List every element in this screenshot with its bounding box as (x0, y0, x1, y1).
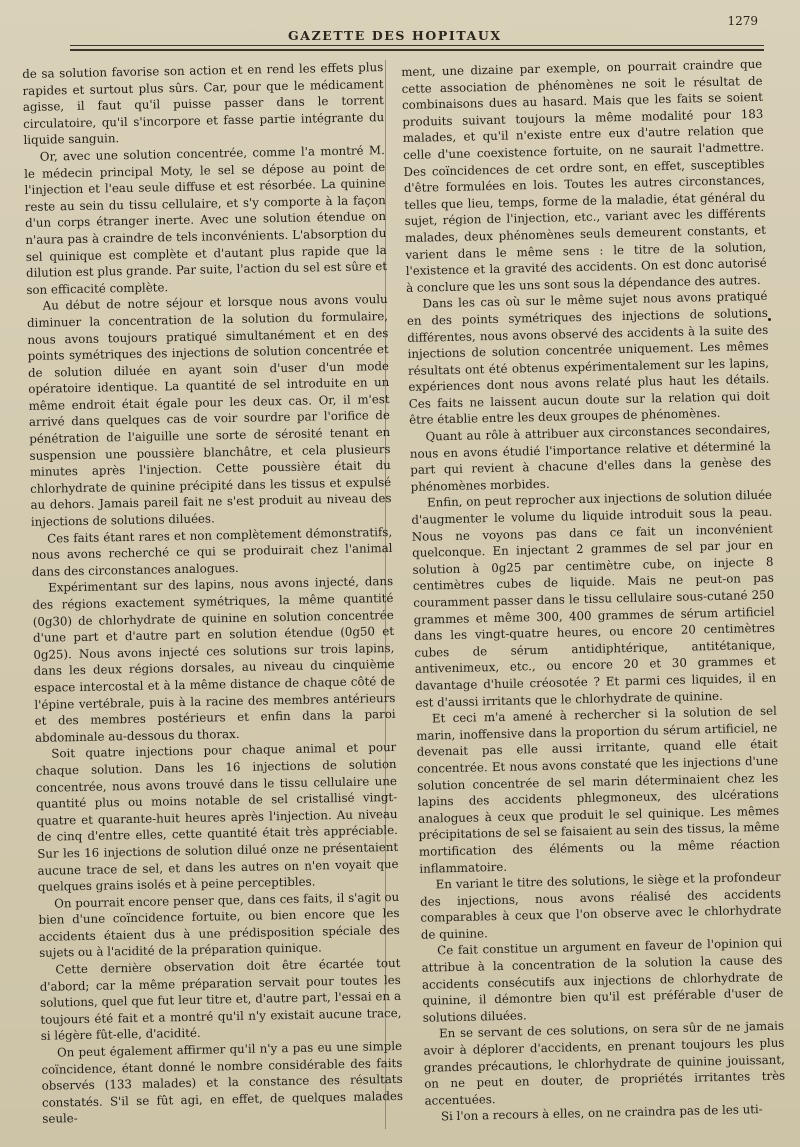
right-column (401, 52, 786, 1131)
paragraph: On pourrait encore penser que, dans ces faits, il s'agit ou bien d'une coïncidence fortuite, ou bien encore que les accidents étaient dus à une prédisposition spéciale des sujets ou à l'acidité de la préparation quinique. (38, 889, 400, 961)
paragraph: Et ceci m'a amené à rechercher si la solution de sel marin, inoffensive dans la proportion du sérum artificiel, ne devenait pas elle aussi irritante, quand elle était concentrée. Et nous avons constaté que les injections d'une solution concentrée de sel marin déterminaient chez les lapins des accidents phlegmoneux, des ulcérations analogues à ceux que produit le sel quinique. Les mêmes précipitations de sel se faisaient au sein des tissus, la même mortification des éléments ou la même réaction inflammatoire. (416, 703, 781, 876)
paragraph: Or, avec une solution concentrée, comme l'a montré M. le médecin principal Moty, le sel se dépose au point de l'injection et l'eau seule diffuse et est résorbée. La quinine reste au sein du tissu cellulaire, et s'y comporte à la façon d'un corps étranger inerte. Avec une solution étendue on n'aura pas à craindre de tels inconvénients. L'absorption du sel quinique est complète et d'autant plus rapide que la dilution est plus grande. Par suite, l'action du sel est sûre et son efficacité complète. (24, 143, 388, 297)
paragraph: de sa solution favorise son action et en rend les effets plus rapides et surtout plus sûrs. Car, pour que le médicament agisse, il faut qu'il puisse passer dans le torrent circulatoire, qu'il s'incorpore et fasse partie intégrante du liquide sanguin. (22, 60, 385, 148)
paragraph: ment, une dizaine par exemple, on pourrait craindre que cette association de phénomènes ne soit le résultat de combinaisons dues au hasard. Mais que les faits se soient produits suivant toujours la même modalité pour 183 malades, et qu'il n'existe entre eux d'autre relation que celle d'une coexistence fortuite, on ne saurait l'admettre. Des coïncidences de cet ordre sont, en effet, susceptibles d'être formulées en lois. Toutes les autres circonstances, telles que lieu, temps, forme de la maladie, état général du sujet, région de l'injection, etc., variant avec les différents malades, deux phénomènes seuls demeurent constants, et varient dans le même sens : le titre de la solution, l'existence et la gravité des accidents. On est donc autorisé à conclure que les uns sont sous la dépendance des autres. (401, 56, 767, 295)
paragraph: Enfin, on peut reprocher aux injections de solution diluée d'augmenter le volume du liquide introduit sous la peau. Nous ne voyons pas dans ce fait un inconvénient quelconque. En injectant 2 grammes de sel par jour en solution à 0g25 par centimètre cube, on injecte 8 centimètres cubes de liquide. Mais ne peut-on pas couramment passer dans le tissu cellulaire sous-cutané 250 grammes et même 300, 400 grammes de sérum artificiel dans les vingt-quatre heures, ou encore 20 centimètres cubes de sérum antidiphtérique, antitétanique, antivenimeux, etc., ou encore 20 et 30 grammes et davantage d'huile créosotée ? Et parmi ces liquides, il en est d'aussi irritants que le chlorhydrate de quinine. (411, 488, 777, 710)
running-title: GAZETTE DES HOPITAUX (288, 28, 502, 43)
left-column (22, 53, 403, 1131)
paragraph: Ces faits étant rares et non complètement démonstratifs, nous avons recherché ce qui se produirait chez l'animal dans des circonstances analogues. (31, 524, 393, 579)
paragraph: En variant le titre des solutions, le siège et la profondeur des injections, nous avons réalisé des accidents comparables à ceux que l'on observe avec le chlorhydrate de quinine. (419, 869, 782, 942)
header-rule-thick (70, 49, 764, 51)
ink-speck (768, 318, 771, 321)
header-rule-thin (70, 45, 764, 46)
paragraph: On peut également affirmer qu'il n'y a pas eu une simple coïncidence, étant donné le nombre considérable des faits observés (133 malades) et la constance des résultats constatés. S'il se fût agi, en effet, de quelques malades seule- (41, 1038, 404, 1127)
paragraph: Dans les cas où sur le même sujet nous avons pratiqué en des points symétriques des injections de solutions différentes, nous avons observé des accidents à la suite des injections de solution concentrée uniquement. Les mêmes résultats ont été obtenus expérimentalement sur les lapins, expériences dont nous avons relaté plus haut les détails. Ces faits ne laissent aucun doute sur la relation qui doit être établie entre les deux groupes de phénomènes. (406, 289, 770, 428)
paragraph: Cette dernière observation doit être écartée tout d'abord; car la même préparation servait pour toutes les solutions, quel que fut leur titre et, d'autre part, l'essai en a toujours été fait et a montré qu'il n'y existait aucune trace, si légère fût-elle, d'acidité. (39, 955, 402, 1044)
paragraph: Soit quatre injections pour chaque animal et pour chaque solution. Dans les 16 injections de solution concentrée, nous avons trouvé dans le tissu cellulaire une quantité plus ou moins notable de sel cristallisé vingt-quatre et quarante-huit heures après l'injection. Au niveau de cinq d'entre elles, cette quantité était très appréciable. Sur les 16 injections de solution dilué onze ne présentaient aucune trace de sel, et dans les autres on n'en voyait que quelques grains isolés et à peine perceptibles. (35, 740, 399, 894)
article-columns (22, 56, 786, 1131)
page-number: 1279 (727, 14, 758, 28)
paragraph: Quant au rôle à attribuer aux circonstances secondaires, nous en avons étudié l'importance relative et déterminé la part qui revient à chacune d'elles dans la genèse des phénomènes morbides. (409, 421, 772, 494)
paragraph: Au début de notre séjour et lorsque nous avons voulu diminuer la concentration de la solution du formulaire, nous avons toujours pratiqué simultanément et en des points symétriques des injections de solution concentrée et de solution diluée en ayant soin d'user d'un mode opératoire identique. La quantité de sel introduite en un même endroit était égale pour les deux cas. Or, il m'est arrivé dans quelques cas de voir sourdre par l'orifice de pénétration de l'aiguille une sorte de sérosité tenant en suspension une poussière blanchâtre, et cela plusieurs minutes après l'injection. Cette poussière était du chlorhydrate de quinine précipité dans les tissus et expulsé au dehors. Jamais pareil fait ne s'est produit au niveau des injections de solutions diluées. (26, 292, 392, 529)
paragraph: En se servant de ces solutions, on sera sûr de ne jamais avoir à déplorer d'accidents, en prenant toujours les plus grandes précautions, le chlorhydrate de quinine jouissant, on ne peut en douter, de propriétés irritantes très accentuées. (423, 1018, 786, 1108)
paragraph: Si l'on a recours à elles, on ne craindra pas de les uti- (440, 1102, 763, 1124)
paragraph: Ce fait constitue un argument en faveur de l'opinion qui attribue à la concentration de la solution la cause des accidents consécutifs aux injections de chlorhydrate de quinine, il démontre bien qu'il est préférable d'user de solutions diluées. (421, 936, 784, 1025)
paragraph: Expérimentant sur des lapins, nous avons injecté, dans des régions exactement symétriques, la même quantité (0g30) de chlorhydrate de quinine en solution concentrée d'une part et d'autre part en solution étendue (0g50 et 0g25). Nous avons injecté ces solutions sur trois lapins, dans les deux régions dorsales, au niveau du cinquième espace intercostal et à la même distance de chaque côté de l'épine vertébrale, puis à la racine des membres antérieurs et des membres postérieurs et enfin dans la paroi abdominale au-dessous du thorax. (32, 574, 396, 745)
